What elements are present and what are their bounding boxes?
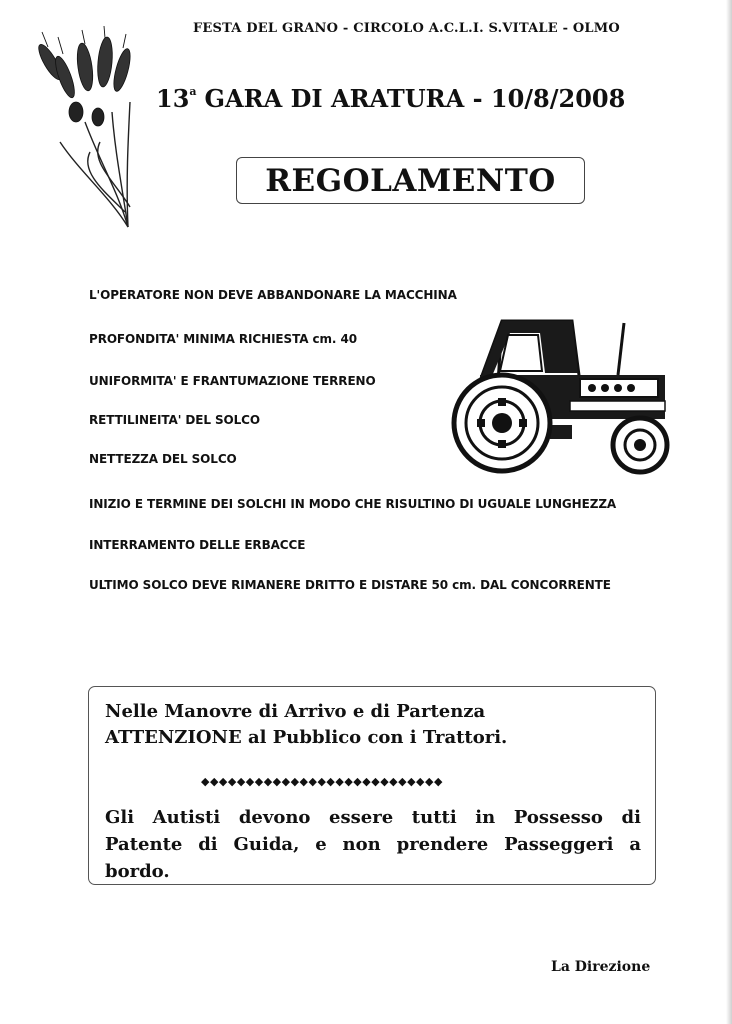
rule-item: INTERRAMENTO DELLE ERBACCE [89, 538, 306, 552]
rule-item: PROFONDITA' MINIMA RICHIESTA cm. 40 [89, 332, 357, 346]
rule-item: NETTEZZA DEL SOLCO [89, 452, 237, 466]
rule-item: L'OPERATORE NON DEVE ABBANDONARE LA MACCHINA [89, 288, 457, 302]
page-edge-shadow [726, 0, 732, 1024]
title-text: GARA DI ARATURA - 10/8/2008 [204, 84, 626, 113]
organizer-header: FESTA DEL GRANO - CIRCOLO A.C.L.I. S.VITALE - OLMO [193, 21, 620, 36]
rule-item: RETTILINEITA' DEL SOLCO [89, 413, 260, 427]
notice-line-2: ATTENZIONE al Pubblico con i Trattori. [105, 727, 508, 748]
edition-ordinal: a [189, 85, 197, 98]
regolamento-heading: REGOLAMENTO [236, 157, 585, 204]
page-title [156, 84, 676, 113]
wheat-sheaf-icon [30, 22, 140, 232]
rule-item: ULTIMO SOLCO DEVE RIMANERE DRITTO E DISTARE 50 cm. DAL CONCORRENTE [89, 578, 611, 592]
rule-item: UNIFORMITA' E FRANTUMAZIONE TERRENO [89, 374, 376, 388]
notice-line-1: Nelle Manovre di Arrivo e di Partenza [105, 701, 486, 722]
notice-box [88, 686, 656, 885]
rule-item: INIZIO E TERMINE DEI SOLCHI IN MODO CHE RISULTINO DI UGUALE LUNGHEZZA [89, 497, 617, 511]
diamond-separator: ◆◆◆◆◆◆◆◆◆◆◆◆◆◆◆◆◆◆◆◆◆◆◆◆◆◆◆ [201, 775, 443, 788]
edition-number: 13 [156, 84, 190, 113]
notice-paragraph: Gli Autisti devono essere tutti in Possesso di Patente di Guida, e non prendere Passeggeri a bordo. [105, 807, 641, 882]
signature: La Direzione [551, 959, 651, 975]
tractor-icon [450, 313, 675, 478]
